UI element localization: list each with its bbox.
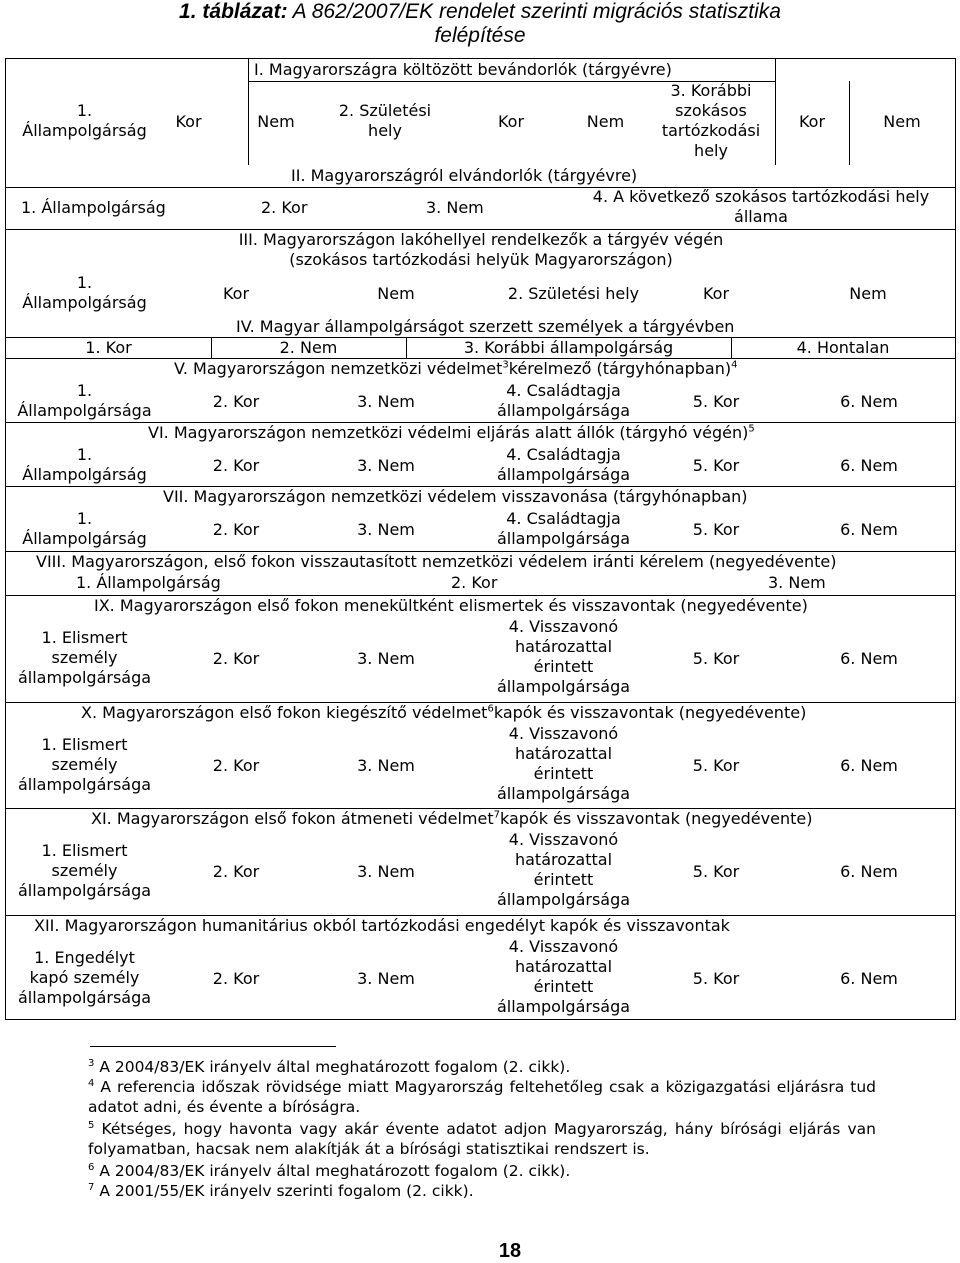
s4-header: IV. Magyar állampolgárságot szerzett személyek a tárgyévben: [236, 317, 735, 336]
s1-citizenship: 1. Állampolgárság: [22, 101, 147, 140]
footnote-5: $^5$ Kétséges, hogy havonta vagy akár évente adatot adjon Magyarország, hány bírósági eljárás van folyamatban, hacsak nem alakítják át a bírósági statisztikai rendszert is.: [88, 1119, 876, 1158]
page-title: [0, 0, 960, 48]
s1-age-3: Kor: [798, 112, 826, 131]
s10-sex: 3. Nem: [357, 756, 415, 775]
title-text-2: felépítése: [434, 24, 526, 47]
s5-family-citizenship: 4. Családtagja állampolgársága: [496, 381, 631, 420]
s7-age: 2. Kor: [212, 520, 260, 539]
s6-sex: 3. Nem: [357, 456, 415, 475]
s7-citizenship: 1. Állampolgárság: [22, 509, 147, 548]
s5-citizenship: 1. Állampolgársága: [17, 381, 152, 420]
s3-sex-2: Nem: [849, 284, 887, 303]
s12-revoked-citizenship: 4. Visszavonó határozattal érintett állampolgársága: [496, 937, 631, 1016]
title-label: 1. táblázat:: [179, 0, 288, 23]
s1-prev-residence: 3. Korábbi szokásos tartózkodási hely: [661, 81, 761, 160]
s1-header: I. Magyarországra költözött bevándorlók (tárgyévre): [254, 60, 672, 79]
s6-sex-2: 6. Nem: [840, 456, 898, 475]
s11-header: XI. Magyarországon első fokon átmeneti védelmet$^7$kapók és visszavontak (negyedévente): [91, 809, 813, 828]
s9-age-2: 5. Kor: [692, 649, 740, 668]
s11-age: 2. Kor: [212, 862, 260, 881]
s9-sex-2: 6. Nem: [840, 649, 898, 668]
footnote-3: $^3$ A 2004/83/EK irányelv által meghatározott fogalom (2. cikk).: [88, 1057, 571, 1076]
s11-recognized-citizenship: 1. Elismert személy állampolgársága: [17, 841, 152, 900]
s2-sex: 3. Nem: [426, 198, 484, 217]
s7-sex-2: 6. Nem: [840, 520, 898, 539]
s8-sex: 3. Nem: [768, 573, 826, 592]
s1-birthplace: 2. Születési hely: [338, 101, 432, 140]
s5-header: V. Magyarországon nemzetközi védelmet$^3$kérelmező (tárgyhónapban)$^4$: [174, 359, 738, 378]
footnote-4: $^4$ A referencia időszak rövidsége miatt Magyarország feltehetőleg csak a közigazgatási eljárásra tud adatot adni, és évente a bíróságra.: [88, 1077, 876, 1116]
s3-header: III. Magyarországon lakóhellyel rendelkezők a tárgyév végén (szokásos tartózkodási helyük Magyarországon): [238, 230, 724, 269]
s6-age-2: 5. Kor: [692, 456, 740, 475]
s5-sex: 3. Nem: [357, 392, 415, 411]
s10-revoked-citizenship: 4. Visszavonó határozattal érintett állampolgársága: [496, 724, 631, 803]
s9-sex: 3. Nem: [357, 649, 415, 668]
s3-sex: Nem: [377, 284, 415, 303]
migration-table: [5, 58, 956, 1020]
s7-sex: 3. Nem: [357, 520, 415, 539]
s1-sex-3: Nem: [883, 112, 921, 131]
footnote-separator: [90, 1046, 336, 1047]
s12-age: 2. Kor: [212, 969, 260, 988]
page-number: 18: [498, 1240, 522, 1262]
s4-stateless: 4. Hontalan: [796, 338, 890, 357]
s6-header: VI. Magyarországon nemzetközi védelmi eljárás alatt állók (tárgyhó végén)$^5$: [148, 423, 755, 442]
s9-recognized-citizenship: 1. Elismert személy állampolgársága: [17, 628, 152, 687]
s4-sex: 2. Nem: [279, 338, 338, 357]
s5-age: 2. Kor: [212, 392, 260, 411]
s12-header: XII. Magyarországon humanitárius okból tartózkodási engedélyt kapók és visszavontak: [34, 916, 730, 935]
title-text: A 862/2007/EK rendelet szerinti migrációs statisztika: [292, 0, 781, 23]
s4-prev-citizenship: 3. Korábbi állampolgárság: [463, 338, 674, 357]
s11-age-2: 5. Kor: [692, 862, 740, 881]
s1-age: Kor: [175, 112, 202, 131]
s6-family-citizenship: 4. Családtagja állampolgársága: [496, 445, 631, 484]
s10-age: 2. Kor: [212, 756, 260, 775]
s1-age-2: Kor: [497, 112, 525, 131]
s7-header: VII. Magyarországon nemzetközi védelem visszavonása (tárgyhónapban): [163, 487, 748, 506]
s11-revoked-citizenship: 4. Visszavonó határozattal érintett állampolgársága: [496, 830, 631, 909]
s8-citizenship: 1. Állampolgárság: [76, 573, 221, 592]
s3-age-2: Kor: [702, 284, 730, 303]
s8-header: VIII. Magyarországon, első fokon visszautasított nemzetközi védelem iránti kérelem (negyedévente): [36, 552, 837, 571]
s9-header: IX. Magyarországon első fokon menekültként elismertek és visszavontak (negyedévente): [94, 596, 808, 615]
s10-sex-2: 6. Nem: [840, 756, 898, 775]
s7-age-2: 5. Kor: [692, 520, 740, 539]
s5-age-2: 5. Kor: [692, 392, 740, 411]
s12-sex-2: 6. Nem: [840, 969, 898, 988]
footnote-7: $^7$ A 2001/55/EK irányelv szerinti fogalom (2. cikk).: [88, 1181, 474, 1200]
s2-next-residence: 4. A következő szokásos tartózkodási hely állama: [592, 187, 930, 226]
s8-age: 2. Kor: [451, 573, 498, 592]
s5-sex-2: 6. Nem: [840, 392, 898, 411]
s10-age-2: 5. Kor: [692, 756, 740, 775]
s12-age-2: 5. Kor: [692, 969, 740, 988]
s1-sex: Nem: [257, 112, 295, 131]
s3-citizenship: 1. Állampolgárság: [22, 273, 147, 312]
s11-sex-2: 6. Nem: [840, 862, 898, 881]
s10-recognized-citizenship: 1. Elismert személy állampolgársága: [17, 735, 152, 794]
s1-sex-2: Nem: [586, 112, 625, 131]
s7-family-citizenship: 4. Családtagja állampolgársága: [496, 509, 631, 548]
s3-birthplace: 2. Születési hely: [507, 284, 640, 303]
s6-age: 2. Kor: [212, 456, 260, 475]
s10-header: X. Magyarországon első fokon kiegészítő védelmet$^6$kapók és visszavontak (negyedévente): [81, 703, 807, 722]
s6-citizenship: 1. Állampolgárság: [22, 445, 147, 484]
s12-permit-citizenship: 1. Engedélyt kapó személy állampolgársága: [17, 948, 152, 1007]
s12-sex: 3. Nem: [357, 969, 415, 988]
s11-sex: 3. Nem: [357, 862, 415, 881]
s9-age: 2. Kor: [212, 649, 260, 668]
s2-age: 2. Kor: [261, 198, 308, 217]
s3-age: Kor: [222, 284, 250, 303]
s2-citizenship: 1. Állampolgárság: [21, 198, 166, 217]
s4-age: 1. Kor: [85, 338, 132, 357]
s2-header: II. Magyarországról elvándorlók (tárgyévre): [291, 166, 638, 185]
footnote-6: $^6$ A 2004/83/EK irányelv által meghatározott fogalom (2. cikk).: [88, 1161, 571, 1180]
s9-revoked-citizenship: 4. Visszavonó határozattal érintett állampolgársága: [496, 617, 631, 696]
